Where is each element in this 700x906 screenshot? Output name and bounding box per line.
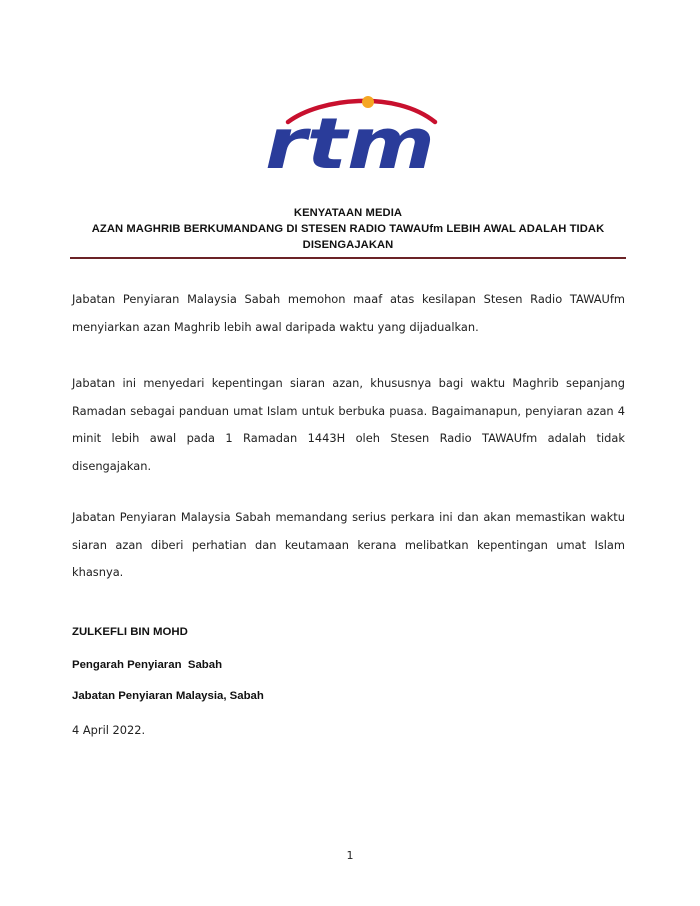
header-subtitle-line2: DISENGAJAKAN (302, 239, 394, 251)
page-number: 1 (346, 849, 354, 862)
header-title: KENYATAAN MEDIA (293, 207, 403, 219)
document-header (70, 205, 626, 253)
signatory-department: Jabatan Penyiaran Malaysia, Sabah (72, 690, 264, 702)
document-date: 4 April 2022. (72, 723, 146, 737)
signatory-title: Pengarah Penyiaran Sabah (72, 659, 223, 671)
rtm-logo-graphic (250, 88, 450, 188)
paragraph-1: Jabatan Penyiaran Malaysia Sabah memohon maaf atas kesilapan Stesen Radio TAWAUfm menyiarkan azan Maghrib lebih awal daripada waktu yang dijadualkan. (72, 292, 625, 334)
paragraph-3: Jabatan Penyiaran Malaysia Sabah memandang serius perkara ini dan akan memastikan waktu siaran azan diberi perhatian dan keutamaan kerana melibatkan kepentingan umat Islam khasnya. (72, 510, 625, 579)
rtm-logo (250, 88, 450, 188)
signatory-name: ZULKEFLI BIN MOHD (72, 626, 188, 638)
logo-wordmark: rtm (265, 103, 435, 185)
header-divider (70, 257, 626, 259)
paragraph-2: Jabatan ini menyedari kepentingan siaran azan, khususnya bagi waktu Maghrib sepanjang Ramadan sebagai panduan umat Islam untuk berbuka puasa. Bagaimanapun, penyiaran azan 4 minit lebih awal pada 1 Ramadan 1443H oleh Stesen Radio TAWAUfm adalah tidak disengajakan. (72, 376, 625, 473)
header-subtitle-line1: AZAN MAGHRIB BERKUMANDANG DI STESEN RADIO TAWAUfm LEBIH AWAL ADALAH TIDAK (91, 223, 605, 235)
